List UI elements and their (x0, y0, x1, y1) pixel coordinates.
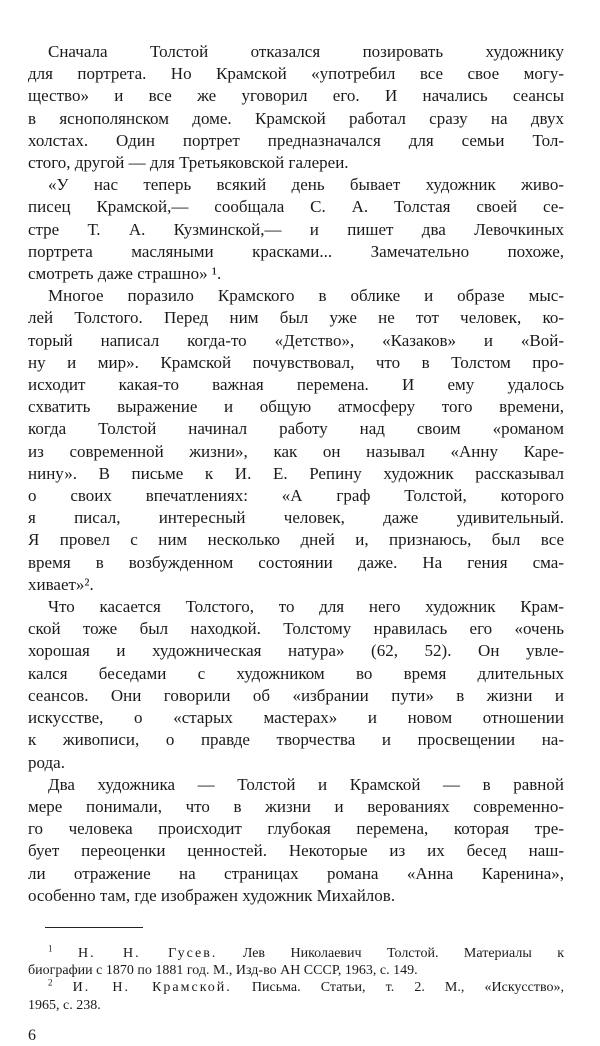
text-line: нину». В письме к И. Е. Репину художник рассказывал (28, 463, 564, 483)
page-number: 6 (28, 1026, 36, 1044)
text-line: Сначала Толстой отказался позировать художнику (48, 42, 564, 61)
text-line: кался беседами с художником во время длительных (28, 663, 564, 683)
text-line: к живописи, о правде творчества и просвещении на- (28, 730, 564, 750)
text-line: сеансов. Они говорили об «избрании пути» в жизни и (28, 685, 564, 705)
text-line: для портрета. Но Крамской «употребил все свое могу- (28, 64, 564, 84)
text-line: ли отражение на страницах романа «Анна Каренина», (28, 863, 564, 883)
text-line: исходит какая-то важная перемена. И ему удалось (28, 375, 564, 395)
paragraph (28, 596, 564, 774)
text-line: Два художника — Толстой и Крамской — в равной (48, 774, 564, 794)
text-line: о своих впечатлениях: «А граф Толстой, которого (28, 486, 564, 506)
text-line: Многое поразило Крамского в облике и образе мыс- (48, 286, 564, 306)
footnote-text: Письма. Статьи, т. 2. М., «Искусство», (251, 980, 564, 996)
footnote-line: биографии с 1870 по 1881 год. М., Изд-во АН СССР, 1963, с. 149. (28, 963, 418, 979)
paragraph (28, 41, 564, 174)
text-line: хивает»². (28, 574, 94, 594)
footnotes (28, 945, 564, 1014)
footnote-line (28, 945, 564, 962)
text-line: особенно там, где изображен художник Михайлов. (28, 885, 396, 905)
footnote-line (28, 979, 564, 996)
text-line: смотреть даже страшно» ¹. (28, 264, 222, 284)
footnote-author: Н. Н. Гусев. (77, 945, 218, 961)
text-line: я писал, интересный человек, даже удивительный. (28, 508, 564, 528)
paragraph (28, 285, 564, 596)
text-line: рода. (28, 752, 65, 772)
footnote-line: 1965, с. 238. (28, 997, 101, 1013)
text-line: ну и мир». Крамской почувствовал, что в Толстом про- (28, 352, 564, 372)
text-line: время в возбужденном состоянии даже. На гения сма- (28, 552, 564, 572)
footnote-text: Лев Николаевич Толстой. Материалы к (242, 945, 565, 961)
text-line: бует переоценки ценностей. Некоторые из их бесед наш- (28, 841, 564, 861)
text-line: Я провел с ним несколько дней и, признаюсь, был все (28, 530, 564, 550)
text-line: когда Толстой начинал работу над своим «романом (28, 419, 564, 439)
text-line: стого, другой — для Третьяковской галереи. (28, 153, 349, 173)
text-line: щество» и все же уговорил его. И начались сеансы (28, 86, 564, 106)
text-line: торый написал когда-то «Детство», «Казаков» и «Вой- (28, 330, 564, 350)
text-line: писец Крамской,— сообщала С. А. Толстая своей се- (28, 197, 564, 217)
text-line: мере понимали, что в жизни и верованиях современно- (28, 796, 564, 816)
footnote-author: И. Н. Крамской. (72, 980, 232, 996)
body-text (28, 41, 564, 907)
text-line: из современной жизни», как он называл «Анну Каре- (28, 441, 564, 461)
text-line: стре Т. А. Кузминской,— и пишет два Левочкиных (28, 219, 564, 239)
text-line: холстах. Один портрет предназначался для семьи Тол- (28, 130, 564, 150)
text-line: схватить выражение и общую атмосферу того времени, (28, 397, 564, 417)
text-line: в яснополянском доме. Крамской работал сразу на двух (28, 108, 564, 128)
footnote-mark: 1 (48, 943, 53, 954)
paragraph (28, 174, 564, 285)
text-line: лей Толстого. Перед ним был уже не тот человек, ко- (28, 308, 564, 328)
text-line: «У нас теперь всякий день бывает художник живо- (48, 175, 564, 195)
text-line: искусстве, о «старых мастерах» и новом отношении (28, 708, 564, 728)
text-line: портрета масляными красками... Замечательно похоже, (28, 241, 564, 261)
paragraph (28, 774, 564, 907)
text-line: ской тоже был находкой. Толстому нравилась его «очень (28, 619, 564, 639)
footnote-divider (45, 927, 143, 928)
footnote-mark: 2 (48, 977, 53, 988)
text-line: го человека происходит глубокая перемена, которая тре- (28, 819, 564, 839)
text-line: Что касается Толстого, то для него художник Крам- (48, 597, 564, 617)
text-line: хорошая и художническая натура» (62, 52). Он увле- (28, 641, 564, 661)
